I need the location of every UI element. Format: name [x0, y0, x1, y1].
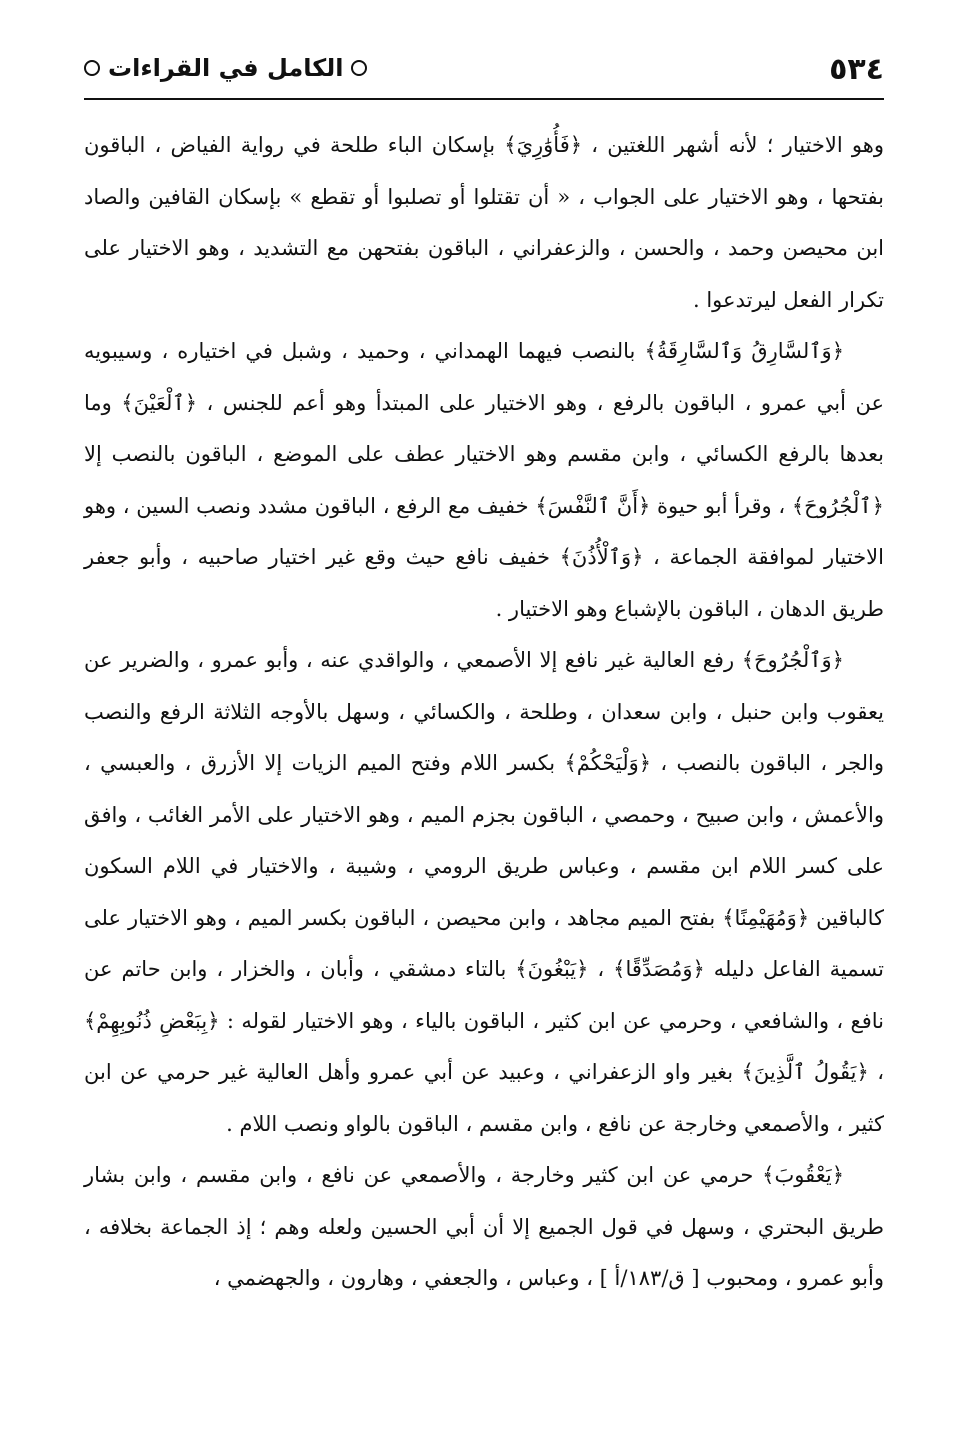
paragraph: ﴿وَٱلْجُرُوحَ﴾ رفع العالية غير نافع إلا الأصمعي ، والواقدي عنه ، وأبو عمرو ، والضرير عن يعقوب وابن حنبل ، وابن سعدان ، وطلحة ، والكسائي ، وسهل بالأوجه الثلاثة الرفع والنصب والجر ، الباقون بالنصب ، ﴿وَلْيَحْكُمْ﴾ بكسر اللام وفتح الميم الزيات إلا الأزرق ، والعبسي ، والأعمش ، وابن صبيح ، وحمصي ، الباقون بجزم الميم ، وهو الاختيار على الأمر الغائب ، وافق على كسر اللام ابن مقسم ، وعباس طريق الرومي ، وشيبة ، والاختيار في اللام السكون كالباقين ﴿وَمُهَيْمِنًا﴾ بفتح الميم مجاهد ، وابن محيصن ، الباقون بكسر الميم ، وهو الاختيار على تسمية الفاعل دليله ﴿وَمُصَدِّقًا﴾ ، ﴿يَبْغُونَ﴾ بالتاء دمشقي ، وأبان ، والخزار ، وابن حاتم عن نافع ، والشافعي ، وحرمي عن ابن كثير ، الباقون بالياء ، وهو الاختيار لقوله : ﴿بِبَعْضِ ذُنُوبِهِمْ﴾ ، ﴿يَقُولُ ٱلَّذِينَ﴾ بغير واو الزعفراني ، وعبيد عن أبي عمرو وأهل العالية غير حرمي عن ابن كثير ، والأصمعي وخارجة عن نافع ، وابن مقسم ، الباقون بالواو ونصب اللام . — [84, 648, 884, 1136]
page-number: ٥٣٤ — [829, 52, 884, 87]
page-header — [84, 50, 884, 94]
paragraph: ﴿وَٱلسَّارِقُ وَٱلسَّارِقَةُ﴾ بالنصب فيهما الهمداني ، وحميد ، وشبل في اختياره ، وسيبويه عن أبي عمرو ، الباقون بالرفع ، وهو الاختيار على المبتدأ وهو أعم للجنس ، ﴿ٱلْعَيْنَ﴾ وما بعدها بالرفع الكسائي ، وابن مقسم وهو الاختيار عطف على الموضع ، الباقون بالنصب إلا ﴿ٱلْجُرُوحَ﴾ ، وقرأ أبو حيوة ﴿أَنَّ ٱلنَّفْسَ﴾ خفيف مع الرفع ، الباقون مشدد ونصب السين ، وهو الاختيار لموافقة الجماعة ، ﴿وَٱلْأُذُنَ﴾ خفيف نافع حيث وقع غير اختيار صاحبيه ، وأبو جعفر طريق الدهان ، الباقون بالإشباع وهو الاختيار . — [84, 339, 884, 621]
body-text — [84, 120, 884, 1305]
running-title-text: الكامل في القراءات — [108, 54, 344, 82]
header-rule — [84, 98, 884, 100]
paragraph: وهو الاختيار ؛ لأنه أشهر اللغتين ، ﴿فَأُوَٰرِيَ﴾ بإسكان الباء طلحة في رواية الفياض ، الباقون بفتحها ، وهو الاختيار على الجواب ، « أن تقتلوا أو تصلبوا أو تقطع » بإسكان القافين والصاد ابن محيصن وحمد ، والحسن ، والزعفراني ، الباقون بفتحهن مع التشديد ، وهو الاختيار على تكرار الفعل ليرتدعوا . — [84, 133, 884, 312]
ring-ornament-icon — [351, 60, 367, 76]
running-title — [84, 54, 367, 82]
ring-ornament-icon — [84, 60, 100, 76]
paragraph: ﴿يَعْقُوبَ﴾ حرمي عن ابن كثير وخارجة ، والأصمعي عن نافع ، وابن مقسم ، وابن بشار طريق البحتري ، وسهل في قول الجميع إلا أن أبي الحسين ولعله وهم ؛ إذ الجماعة بخلافه ، وأبو عمرو ، ومحبوب [ ق/١٨٣/أ ] ، وعباس ، والجعفي ، وهارون ، والجهضمي ، — [84, 1163, 884, 1290]
